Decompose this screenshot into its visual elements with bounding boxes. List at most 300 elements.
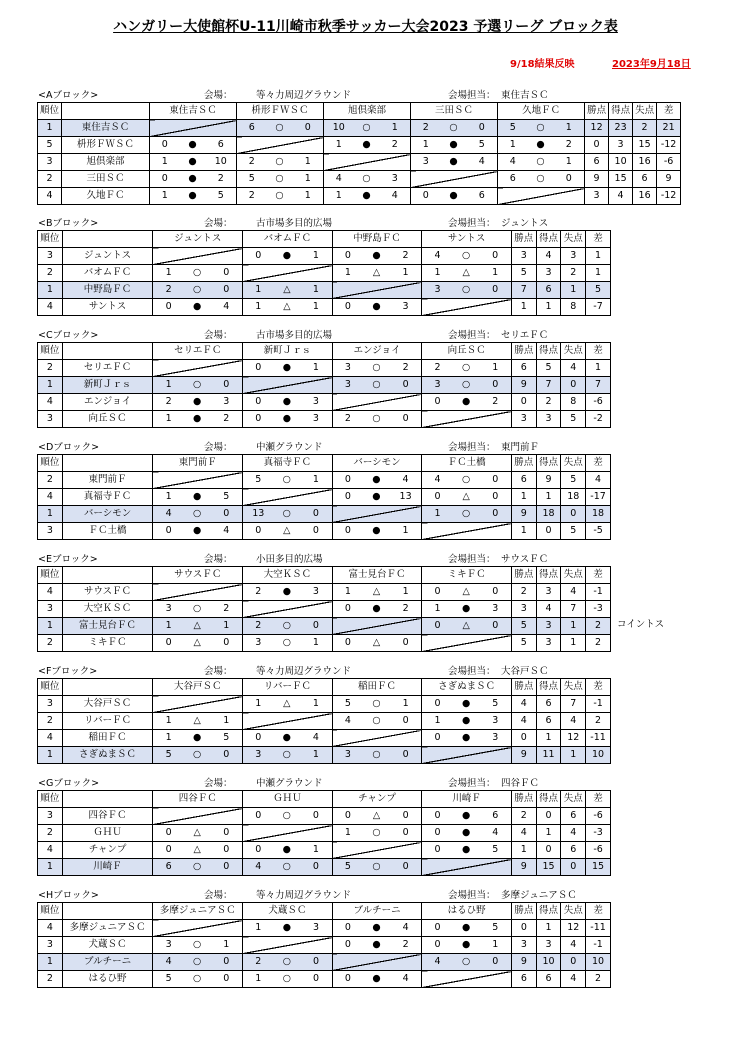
result-mark: △ xyxy=(273,299,300,316)
result-mark: ○ xyxy=(273,859,300,876)
table-row xyxy=(38,120,681,137)
goals-against-cell: 6 xyxy=(633,171,657,188)
result-mark: ○ xyxy=(453,472,480,489)
standings-table xyxy=(37,230,611,316)
result-mark: ● xyxy=(273,920,300,937)
score-for: 4 xyxy=(332,713,363,730)
score-for: 1 xyxy=(153,377,184,394)
score-for: 1 xyxy=(243,920,274,937)
score-for: 4 xyxy=(422,472,453,489)
score-against: 0 xyxy=(300,523,332,540)
venue-name: 中瀬グラウンド xyxy=(256,442,323,453)
score-for: 1 xyxy=(153,411,184,428)
goals-against-cell: 7 xyxy=(561,601,586,618)
points-cell: 4 xyxy=(511,696,536,713)
points-header: 勝点 xyxy=(511,567,536,584)
result-mark: △ xyxy=(273,282,300,299)
points-cell: 2 xyxy=(511,808,536,825)
score-for: 0 xyxy=(422,808,453,825)
goal-diff-cell: -6 xyxy=(586,808,611,825)
table-row xyxy=(38,859,611,876)
goals-against-header: 失点 xyxy=(561,455,586,472)
rank-cell: 2 xyxy=(38,635,63,652)
result-mark: ○ xyxy=(528,154,554,171)
standings-table xyxy=(37,454,611,540)
result-mark: ○ xyxy=(363,377,390,394)
goals-for-cell: 10 xyxy=(609,154,633,171)
score-for: 0 xyxy=(332,808,363,825)
goals-against-cell: 0 xyxy=(561,859,586,876)
points-cell: 4 xyxy=(511,713,536,730)
table-row xyxy=(38,411,611,428)
result-mark: ○ xyxy=(363,360,390,377)
result-mark: △ xyxy=(273,696,300,713)
score-against: 0 xyxy=(479,248,511,265)
score-for: 4 xyxy=(422,248,453,265)
goal-diff-cell: -12 xyxy=(657,188,681,205)
goals-for-header: 得点 xyxy=(536,231,561,248)
score-for: 3 xyxy=(332,360,363,377)
score-against: 0 xyxy=(293,120,324,137)
score-against: 2 xyxy=(390,937,422,954)
rank-cell: 1 xyxy=(38,506,63,523)
goals-for-cell: 0 xyxy=(536,842,561,859)
points-cell: 3 xyxy=(511,411,536,428)
score-for: 3 xyxy=(411,154,441,171)
team-name-cell: 枡形ＦＷＳＣ xyxy=(62,137,150,154)
result-mark: ● xyxy=(363,601,390,618)
result-mark: ○ xyxy=(267,154,293,171)
result-mark: ○ xyxy=(363,713,390,730)
block-name: <Dブロック> xyxy=(38,442,100,453)
rank-header: 順位 xyxy=(38,903,63,920)
diagonal-cell xyxy=(332,394,422,411)
score-for: 0 xyxy=(153,825,184,842)
rank-cell: 2 xyxy=(38,171,62,188)
opponent-header: 新町Ｊｒｓ xyxy=(243,343,333,360)
score-against: 4 xyxy=(380,188,411,205)
score-against: 4 xyxy=(211,523,243,540)
team-name-cell: ＧＨＵ xyxy=(62,825,153,842)
opponent-header: ブルチーニ xyxy=(332,903,422,920)
score-against: 1 xyxy=(554,120,585,137)
result-mark: △ xyxy=(184,635,211,652)
table-row xyxy=(38,248,611,265)
score-for: 5 xyxy=(332,859,363,876)
opponent-header: 富士見台ＦＣ xyxy=(332,567,422,584)
staff-name: ジュントス xyxy=(501,218,549,229)
staff-label: 会場担当： xyxy=(448,666,496,677)
goals-against-cell: 2 xyxy=(561,265,586,282)
opponent-header: ジュントス xyxy=(153,231,243,248)
goal-diff-cell: 1 xyxy=(586,248,611,265)
goals-for-cell: 9 xyxy=(536,472,561,489)
result-mark: ● xyxy=(441,137,467,154)
team-name-cell: チャンプ xyxy=(62,842,153,859)
score-for: 3 xyxy=(243,635,274,652)
block-name: <Gブロック> xyxy=(38,778,100,789)
venue-label: 会場： xyxy=(204,330,233,341)
team-header xyxy=(62,231,153,248)
team-name-cell: 多摩ジュニアＳＣ xyxy=(62,920,153,937)
diagonal-cell xyxy=(332,282,422,299)
result-mark: ● xyxy=(180,188,206,205)
points-cell: 6 xyxy=(511,360,536,377)
score-against: 1 xyxy=(390,523,422,540)
table-row xyxy=(38,696,611,713)
diagonal-cell xyxy=(422,523,512,540)
opponent-header: さぎぬまＳＣ xyxy=(422,679,512,696)
goals-against-cell: 4 xyxy=(561,825,586,842)
diagonal-cell xyxy=(243,265,333,282)
result-mark: △ xyxy=(184,825,211,842)
score-against: 0 xyxy=(480,377,512,394)
opponent-header: サントス xyxy=(422,231,512,248)
opponent-header: サウスＦＣ xyxy=(153,567,243,584)
staff-name: サウスＦＣ xyxy=(501,554,549,565)
diagonal-cell xyxy=(153,360,243,377)
result-mark: △ xyxy=(363,265,390,282)
score-for: 1 xyxy=(243,282,274,299)
goal-diff-cell: -3 xyxy=(586,825,611,842)
opponent-header: ミキＦＣ xyxy=(422,567,512,584)
score-for: 1 xyxy=(324,188,354,205)
rank-cell: 2 xyxy=(38,971,63,988)
goals-against-cell: 1 xyxy=(561,282,586,299)
score-for: 3 xyxy=(153,937,184,954)
block-name: <Bブロック> xyxy=(38,218,99,229)
rank-cell: 3 xyxy=(38,411,63,428)
opponent-header: リバーＦＣ xyxy=(243,679,333,696)
score-against: 1 xyxy=(300,248,332,265)
score-against: 0 xyxy=(300,506,332,523)
result-mark: ○ xyxy=(184,937,211,954)
score-against: 0 xyxy=(211,506,243,523)
venue-name: 中瀬グラウンド xyxy=(256,778,323,789)
team-name-cell: 大空ＫＳＣ xyxy=(62,601,153,618)
rank-cell: 2 xyxy=(38,472,63,489)
score-for: 0 xyxy=(153,299,184,316)
opponent-header: 向丘ＳＣ xyxy=(422,343,512,360)
goals-for-header: 得点 xyxy=(609,103,633,120)
result-mark: ● xyxy=(363,489,390,506)
score-for: 2 xyxy=(411,120,441,137)
points-header: 勝点 xyxy=(511,455,536,472)
result-mark: △ xyxy=(184,618,211,635)
result-mark: △ xyxy=(363,808,390,825)
header-row xyxy=(38,903,611,920)
block-name: <Aブロック> xyxy=(38,90,99,101)
rank-cell: 1 xyxy=(38,747,63,764)
result-mark: ○ xyxy=(354,120,380,137)
goal-diff-cell: -7 xyxy=(586,299,611,316)
points-cell: 1 xyxy=(511,299,536,316)
rank-cell: 1 xyxy=(38,954,63,971)
score-for: 4 xyxy=(243,859,274,876)
score-for: 0 xyxy=(243,394,274,411)
score-against: 0 xyxy=(211,282,243,299)
points-cell: 9 xyxy=(585,171,609,188)
score-against: 3 xyxy=(300,394,332,411)
score-for: 4 xyxy=(324,171,354,188)
diagonal-cell xyxy=(332,618,422,635)
diagonal-cell xyxy=(153,584,243,601)
header-row xyxy=(38,567,611,584)
score-for: 1 xyxy=(422,506,453,523)
block-section xyxy=(37,777,613,877)
table-row xyxy=(38,360,611,377)
score-against: 1 xyxy=(554,154,585,171)
venue-label: 会場： xyxy=(204,442,233,453)
goals-for-cell: 5 xyxy=(536,360,561,377)
diagonal-cell xyxy=(422,411,512,428)
score-against: 2 xyxy=(390,248,422,265)
goal-diff-header: 差 xyxy=(586,679,611,696)
diagonal-cell xyxy=(150,120,237,137)
result-mark: ● xyxy=(453,937,480,954)
goals-against-cell: 4 xyxy=(561,971,586,988)
goals-for-cell: 1 xyxy=(536,489,561,506)
goals-against-cell: 12 xyxy=(561,730,586,747)
table-row xyxy=(38,937,611,954)
result-mark: △ xyxy=(273,523,300,540)
result-mark: ● xyxy=(273,411,300,428)
team-name-cell: 中野島ＦＣ xyxy=(62,282,153,299)
goals-for-cell: 4 xyxy=(609,188,633,205)
goal-diff-cell: 10 xyxy=(586,954,611,971)
team-name-cell: 犬蔵ＳＣ xyxy=(62,937,153,954)
score-for: 0 xyxy=(153,842,184,859)
score-against: 0 xyxy=(480,472,512,489)
points-cell: 3 xyxy=(511,248,536,265)
score-for: 0 xyxy=(332,299,363,316)
goal-diff-header: 差 xyxy=(586,791,611,808)
result-mark: ○ xyxy=(184,506,211,523)
score-for: 3 xyxy=(332,747,363,764)
score-against: 0 xyxy=(211,265,243,282)
team-name-cell: さぎぬまＳＣ xyxy=(62,747,153,764)
result-mark: ● xyxy=(453,920,480,937)
score-for: 1 xyxy=(243,696,274,713)
goal-diff-cell: 2 xyxy=(586,635,611,652)
score-for: 5 xyxy=(237,171,267,188)
header-row xyxy=(38,791,611,808)
table-row xyxy=(38,747,611,764)
score-against: 0 xyxy=(211,954,243,971)
points-cell: 6 xyxy=(585,154,609,171)
score-against: 5 xyxy=(467,137,498,154)
goals-for-cell: 11 xyxy=(536,747,561,764)
score-for: 5 xyxy=(243,472,274,489)
team-name-cell: サウスＦＣ xyxy=(62,584,153,601)
rank-header: 順位 xyxy=(38,679,63,696)
result-mark: ● xyxy=(453,713,480,730)
score-for: 1 xyxy=(332,825,363,842)
score-against: 2 xyxy=(211,411,243,428)
score-against: 4 xyxy=(390,472,422,489)
score-for: 3 xyxy=(243,747,274,764)
goals-for-cell: 15 xyxy=(536,859,561,876)
score-against: 1 xyxy=(300,299,332,316)
score-against: 3 xyxy=(380,171,411,188)
rank-cell: 4 xyxy=(38,394,63,411)
result-mark: △ xyxy=(363,635,390,652)
diagonal-cell xyxy=(243,489,333,506)
goal-diff-cell: 2 xyxy=(586,971,611,988)
result-mark: ○ xyxy=(273,635,300,652)
score-against: 4 xyxy=(300,730,332,747)
result-mark: ○ xyxy=(273,971,300,988)
goal-diff-cell: 2 xyxy=(586,618,611,635)
points-cell: 3 xyxy=(511,937,536,954)
score-for: 13 xyxy=(243,506,274,523)
goals-for-cell: 4 xyxy=(536,601,561,618)
score-for: 1 xyxy=(332,584,363,601)
team-name-cell: ジュントス xyxy=(62,248,153,265)
venue-name: 等々力周辺グラウンド xyxy=(256,90,352,101)
goals-for-cell: 1 xyxy=(536,730,561,747)
goal-diff-cell: -5 xyxy=(586,523,611,540)
standings-table xyxy=(37,790,611,876)
team-name-cell: サントス xyxy=(62,299,153,316)
rank-cell: 3 xyxy=(38,248,63,265)
score-against: 4 xyxy=(480,825,512,842)
score-for: 2 xyxy=(243,954,274,971)
score-against: 1 xyxy=(390,696,422,713)
score-against: 0 xyxy=(211,971,243,988)
rank-cell: 2 xyxy=(38,713,63,730)
goals-for-cell: 0 xyxy=(536,523,561,540)
result-mark: ○ xyxy=(184,377,211,394)
goal-diff-cell: 21 xyxy=(657,120,681,137)
table-row xyxy=(38,299,611,316)
team-name-cell: ブルチーニ xyxy=(62,954,153,971)
opponent-header: 東門前Ｆ xyxy=(153,455,243,472)
score-for: 3 xyxy=(153,601,184,618)
score-for: 0 xyxy=(422,920,453,937)
block-header xyxy=(37,553,613,566)
team-name-cell: 四谷ＦＣ xyxy=(62,808,153,825)
goals-for-cell: 3 xyxy=(536,584,561,601)
block-section xyxy=(37,217,613,317)
result-mark: ○ xyxy=(273,747,300,764)
rank-header: 順位 xyxy=(38,343,63,360)
points-header: 勝点 xyxy=(511,791,536,808)
venue-name: 小田多目的広場 xyxy=(256,554,323,565)
page-title: ハンガリー大使館杯U-11川崎市秋季サッカー大会2023 予選リーグ ブロック表 xyxy=(113,19,618,35)
result-mark: ● xyxy=(184,489,211,506)
result-mark: ○ xyxy=(184,971,211,988)
result-mark: △ xyxy=(184,713,211,730)
score-for: 1 xyxy=(153,618,184,635)
result-mark: ● xyxy=(528,137,554,154)
rank-cell: 4 xyxy=(38,920,63,937)
standings-table xyxy=(37,566,611,652)
score-for: 3 xyxy=(422,377,453,394)
result-mark: ○ xyxy=(184,265,211,282)
rank-cell: 1 xyxy=(38,618,63,635)
score-for: 0 xyxy=(411,188,441,205)
goals-for-cell: 1 xyxy=(536,825,561,842)
score-against: 13 xyxy=(390,489,422,506)
team-name-cell: 東住吉ＳＣ xyxy=(62,120,150,137)
score-for: 0 xyxy=(422,618,453,635)
points-header: 勝点 xyxy=(511,903,536,920)
goals-for-cell: 1 xyxy=(536,299,561,316)
block-section xyxy=(37,89,677,205)
score-for: 0 xyxy=(243,411,274,428)
result-mark: ● xyxy=(273,730,300,747)
goals-against-cell: 0 xyxy=(561,377,586,394)
result-mark: ● xyxy=(363,472,390,489)
result-mark: ○ xyxy=(453,954,480,971)
result-mark: ● xyxy=(184,394,211,411)
score-against: 0 xyxy=(480,506,512,523)
score-for: 6 xyxy=(153,859,184,876)
table-row xyxy=(38,171,681,188)
score-against: 0 xyxy=(480,584,512,601)
diagonal-cell xyxy=(332,730,422,747)
goals-against-cell: 15 xyxy=(633,137,657,154)
goals-against-cell: 3 xyxy=(561,248,586,265)
score-against: 0 xyxy=(211,842,243,859)
staff-label: 会場担当： xyxy=(448,330,496,341)
venue-label: 会場： xyxy=(204,666,233,677)
rank-header: 順位 xyxy=(38,567,63,584)
score-against: 0 xyxy=(479,282,511,299)
team-header xyxy=(62,567,153,584)
score-against: 1 xyxy=(390,584,422,601)
goal-diff-cell: 4 xyxy=(586,472,611,489)
score-for: 0 xyxy=(422,394,453,411)
diagonal-cell xyxy=(332,506,422,523)
diagonal-cell xyxy=(422,971,512,988)
rank-cell: 3 xyxy=(38,937,63,954)
team-header xyxy=(62,679,153,696)
table-row xyxy=(38,472,611,489)
result-mark: ○ xyxy=(453,377,480,394)
team-name-cell: セリエＦＣ xyxy=(62,360,153,377)
score-for: 2 xyxy=(243,618,274,635)
points-cell: 3 xyxy=(511,601,536,618)
table-row xyxy=(38,713,611,730)
rank-cell: 4 xyxy=(38,730,63,747)
result-mark: ● xyxy=(184,523,211,540)
block-name: <Fブロック> xyxy=(38,666,98,677)
result-mark: △ xyxy=(453,265,480,282)
standings-table xyxy=(37,678,611,764)
points-cell: 0 xyxy=(511,730,536,747)
result-mark: ● xyxy=(441,154,467,171)
team-name-cell: 真福寺ＦＣ xyxy=(62,489,153,506)
result-mark: ○ xyxy=(528,120,554,137)
rank-cell: 2 xyxy=(38,825,63,842)
score-against: 5 xyxy=(480,696,512,713)
goal-diff-cell: -3 xyxy=(586,601,611,618)
block-name: <Hブロック> xyxy=(38,890,99,901)
points-cell: 12 xyxy=(585,120,609,137)
score-for: 5 xyxy=(332,696,363,713)
rank-cell: 4 xyxy=(38,188,62,205)
score-against: 1 xyxy=(380,120,411,137)
score-for: 0 xyxy=(332,248,363,265)
block-header xyxy=(37,665,613,678)
score-for: 2 xyxy=(237,154,267,171)
score-for: 1 xyxy=(150,154,180,171)
score-against: 0 xyxy=(480,618,512,635)
score-for: 0 xyxy=(243,730,274,747)
result-mark: ○ xyxy=(453,360,480,377)
